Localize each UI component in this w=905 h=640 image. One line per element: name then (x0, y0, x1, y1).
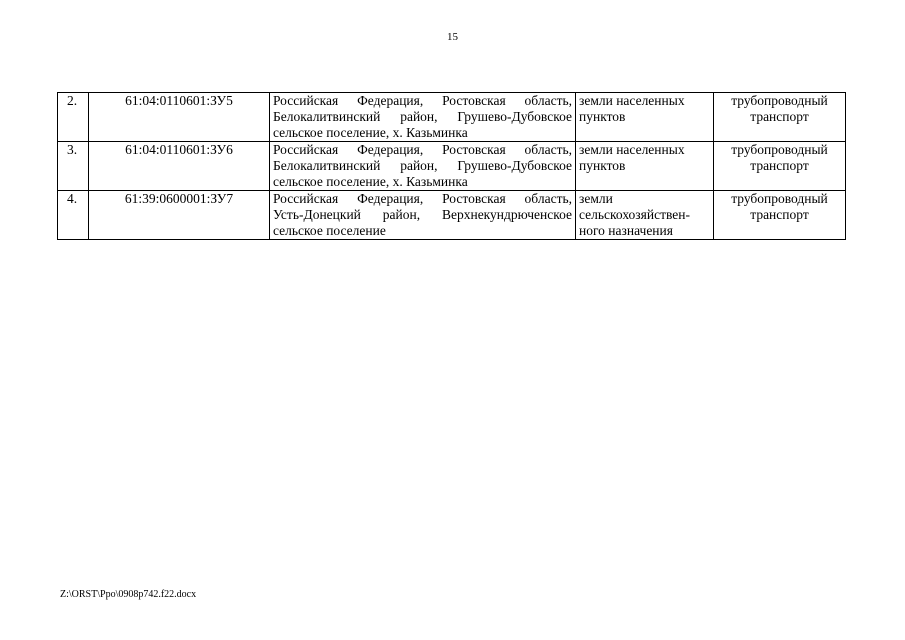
location-line: Белокалитвинский район, Грушево-Дубовское (273, 158, 572, 173)
location-line: Российская Федерация, Ростовская область, (273, 142, 572, 157)
permitted-use-line: транспорт (750, 158, 809, 173)
land-category-line: земли населенных (579, 142, 685, 157)
row-number: 3. (58, 142, 89, 191)
location-line: сельское поселение, х. Казьминка (273, 174, 468, 189)
row-number: 2. (58, 93, 89, 142)
land-category-line: пунктов (579, 109, 626, 124)
table-row (58, 93, 846, 142)
permitted-use-cell (714, 93, 846, 142)
land-category-cell (576, 191, 714, 240)
land-category-line: ного назначения (579, 223, 673, 238)
location-line: Усть-Донецкий район, Верхнекундрюченское (273, 207, 572, 222)
permitted-use-line: трубопроводный (731, 93, 828, 108)
table-row (58, 142, 846, 191)
permitted-use-cell (714, 142, 846, 191)
location-cell (270, 93, 576, 142)
location-line: Российская Федерация, Ростовская область, (273, 93, 572, 108)
page-number: 15 (447, 31, 458, 43)
land-plots-table (57, 92, 846, 240)
land-category-line: земли населенных (579, 93, 685, 108)
location-cell (270, 191, 576, 240)
cadastral-number: 61:39:0600001:ЗУ7 (89, 191, 270, 240)
row-number: 4. (58, 191, 89, 240)
land-category-line: земли (579, 191, 613, 206)
table-row (58, 191, 846, 240)
location-line: Российская Федерация, Ростовская область, (273, 191, 572, 206)
cadastral-number: 61:04:0110601:ЗУ5 (89, 93, 270, 142)
location-cell (270, 142, 576, 191)
permitted-use-line: транспорт (750, 109, 809, 124)
location-line: Белокалитвинский район, Грушево-Дубовское (273, 109, 572, 124)
permitted-use-line: трубопроводный (731, 191, 828, 206)
location-line: сельское поселение, х. Казьминка (273, 125, 468, 140)
land-category-cell (576, 93, 714, 142)
cadastral-number: 61:04:0110601:ЗУ6 (89, 142, 270, 191)
location-line: сельское поселение (273, 223, 386, 238)
permitted-use-cell (714, 191, 846, 240)
permitted-use-line: транспорт (750, 207, 809, 222)
land-category-line: пунктов (579, 158, 626, 173)
land-category-cell (576, 142, 714, 191)
file-path-footer: Z:\ORST\Ppo\0908p742.f22.docx (60, 589, 197, 600)
permitted-use-line: трубопроводный (731, 142, 828, 157)
land-category-line: сельскохозяйствен- (579, 207, 690, 222)
